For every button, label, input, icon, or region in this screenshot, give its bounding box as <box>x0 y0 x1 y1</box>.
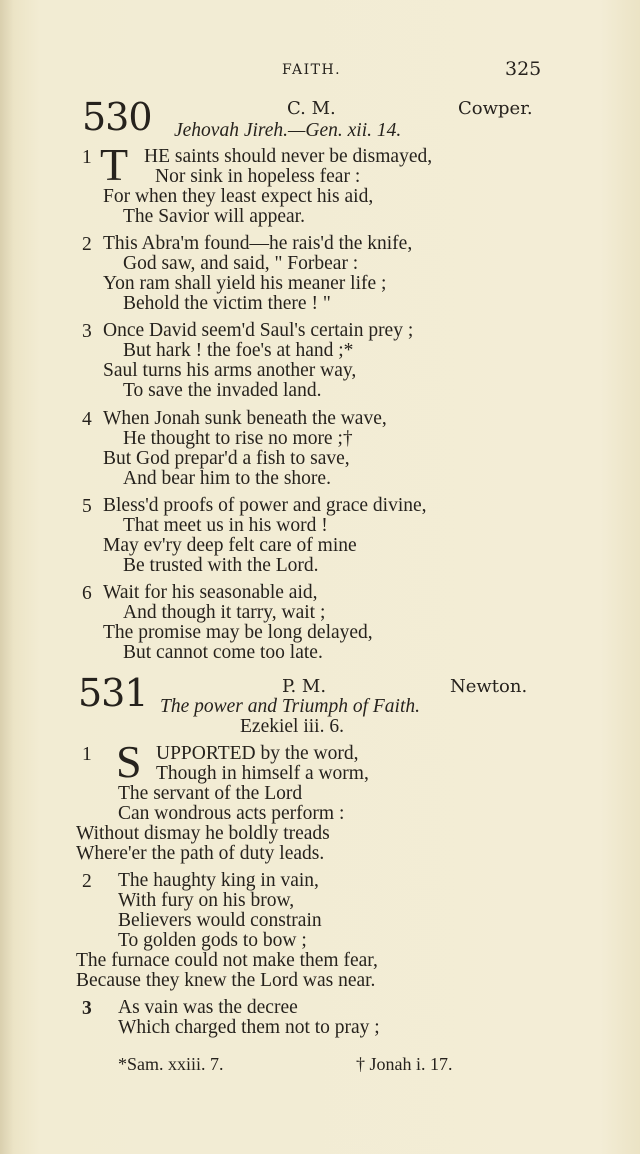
verse-line: This Abra'm found—he rais'd the knife, <box>103 233 413 254</box>
verse-line: Saul turns his arms another way, <box>103 360 357 381</box>
verse-line: Can wondrous acts perform : <box>118 803 345 824</box>
verse-line: Because they knew the Lord was near. <box>76 970 376 991</box>
verse-line: That meet us in his word ! <box>123 515 328 536</box>
verse-number: 3 <box>82 998 92 1019</box>
verse-line: With fury on his brow, <box>118 890 295 911</box>
hymn-meter: P. M. <box>282 676 327 697</box>
verse-line: When Jonah sunk beneath the wave, <box>103 408 387 429</box>
verse-line: Once David seem'd Saul's certain prey ; <box>103 320 414 341</box>
verse-line: Though in himself a worm, <box>156 763 369 784</box>
verse-line: As vain was the decree <box>118 997 298 1018</box>
verse-line: Believers would constrain <box>118 910 322 931</box>
verse-number: 5 <box>82 496 92 517</box>
verse-line: To golden gods to bow ; <box>118 930 307 951</box>
verse-number: 2 <box>82 871 92 892</box>
verse-line: UPPORTED by the word, <box>156 743 359 764</box>
verse-line: He thought to rise no more ;† <box>123 428 353 449</box>
drop-cap: S <box>116 736 142 787</box>
verse-number: 2 <box>82 234 92 255</box>
verse-line: HE saints should never be dismayed, <box>144 146 433 167</box>
verse-line: Wait for his seasonable aid, <box>103 582 318 603</box>
verse-line: The servant of the Lord <box>118 783 303 804</box>
footnote-sam: *Sam. xxiii. 7. <box>118 1054 224 1074</box>
verse-line: Nor sink in hopeless fear : <box>155 166 361 187</box>
verse-line: For when they least expect his aid, <box>103 186 374 207</box>
hymn-author: Newton. <box>450 676 528 697</box>
hymn-author: Cowper. <box>458 98 533 119</box>
verse-line: To save the invaded land. <box>123 380 322 401</box>
verse-line: And bear him to the shore. <box>123 468 331 489</box>
running-header-title: FAITH. <box>282 62 342 78</box>
footnote-jonah: † Jonah i. 17. <box>356 1054 453 1074</box>
hymn-number: 530 <box>82 95 152 139</box>
verse-line: The furnace could not make them fear, <box>76 950 378 971</box>
hymn-scripture-ref: Ezekiel iii. 6. <box>240 716 344 737</box>
verse-line: Behold the victim there ! " <box>123 293 331 314</box>
verse-line: Which charged them not to pray ; <box>118 1017 380 1038</box>
hymn-subtitle: The power and Triumph of Faith. <box>160 696 421 717</box>
verse-line: The promise may be long delayed, <box>103 622 373 643</box>
verse-line: Yon ram shall yield his meaner life ; <box>103 273 387 294</box>
verse-line: But hark ! the foe's at hand ;* <box>123 340 354 361</box>
hymn-subtitle: Jehovah Jireh.—Gen. xii. 14. <box>174 120 402 141</box>
hymn-number: 531 <box>78 671 148 715</box>
page-number: 325 <box>505 58 542 80</box>
verse-line: The haughty king in vain, <box>118 870 319 891</box>
verse-line: But God prepar'd a fish to save, <box>103 448 350 469</box>
verse-number: 3 <box>82 321 92 342</box>
verse-line: May ev'ry deep felt care of mine <box>103 535 357 556</box>
verse-line: Where'er the path of duty leads. <box>76 843 325 864</box>
verse-number: 4 <box>82 409 92 430</box>
verse-line: But cannot come too late. <box>123 642 323 663</box>
verse-number: 6 <box>82 583 92 604</box>
verse-line: Without dismay he boldly treads <box>76 823 330 844</box>
verse-line: Be trusted with the Lord. <box>123 555 319 576</box>
verse-line: And though it tarry, wait ; <box>123 602 326 623</box>
hymn-meter: C. M. <box>287 98 336 119</box>
verse-line: God saw, and said, " Forbear : <box>123 253 359 274</box>
verse-number: 1 <box>82 147 92 168</box>
verse-number: 1 <box>82 744 92 765</box>
verse-line: The Savior will appear. <box>123 206 305 227</box>
drop-cap: T <box>100 139 129 190</box>
verse-line: Bless'd proofs of power and grace divine, <box>103 495 427 516</box>
